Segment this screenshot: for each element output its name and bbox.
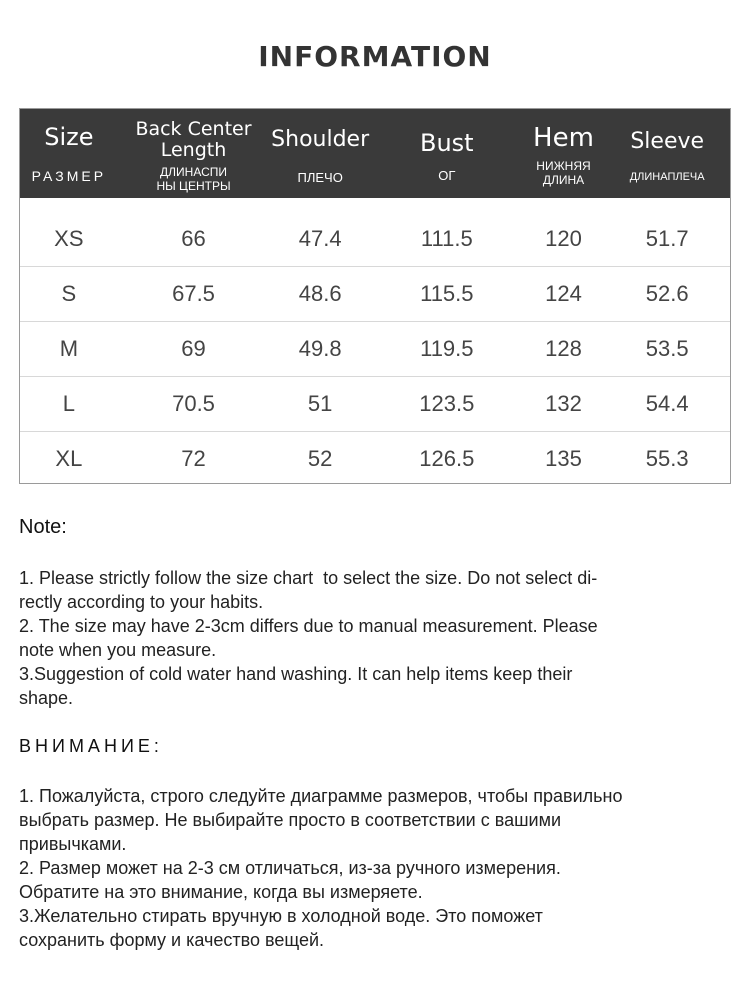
note-en-heading: Note: bbox=[19, 516, 67, 538]
header-back-length-en bbox=[118, 119, 270, 161]
header-sleeve-en: Sleeve bbox=[630, 129, 705, 154]
cell-shoulder: 52 bbox=[307, 446, 333, 471]
cell-sleeve: 52.6 bbox=[645, 281, 689, 306]
note-ru-text bbox=[19, 784, 724, 952]
header-back-center-length bbox=[118, 109, 270, 198]
table-row bbox=[20, 377, 730, 432]
header-shoulder-ru: ПЛЕЧО bbox=[297, 170, 343, 185]
header-shoulder bbox=[269, 109, 371, 198]
table-row bbox=[20, 267, 730, 322]
note-en-line: note when you measure. bbox=[19, 640, 217, 660]
cell-bust: 111.5 bbox=[420, 226, 473, 251]
header-bust-ru: ОГ bbox=[438, 168, 456, 183]
table-row bbox=[20, 432, 730, 486]
cell-bust: 126.5 bbox=[419, 446, 475, 471]
cell-sleeve: 51.7 bbox=[645, 226, 689, 251]
cell-hem: 128 bbox=[545, 336, 582, 361]
note-ru-line: 2. Размер может на 2-3 см отличаться, из-за ручного измерения. bbox=[19, 858, 561, 878]
note-ru-line: выбрать размер. Не выбирайте просто в соответствии с вашими bbox=[19, 810, 562, 830]
cell-shoulder: 49.8 bbox=[298, 336, 342, 361]
note-en-line: shape. bbox=[19, 688, 74, 708]
note-ru-line: 1. Пожалуйста, строго следуйте диаграмме размеров, чтобы правильно bbox=[19, 786, 623, 806]
cell-shoulder: 47.4 bbox=[298, 226, 342, 251]
note-en-line: rectly according to your habits. bbox=[19, 592, 264, 612]
table-row bbox=[20, 322, 730, 377]
cell-sleeve: 54.4 bbox=[645, 391, 689, 416]
cell-sleeve: 55.3 bbox=[645, 446, 689, 471]
cell-bust: 123.5 bbox=[419, 391, 475, 416]
cell-back-length: 72 bbox=[181, 446, 206, 471]
cell-size: XS bbox=[54, 226, 84, 251]
header-sleeve bbox=[604, 109, 730, 198]
header-bust-en: Bust bbox=[420, 129, 474, 157]
cell-hem: 120 bbox=[545, 226, 582, 251]
cell-sleeve: 53.5 bbox=[645, 336, 689, 361]
cell-back-length: 69 bbox=[181, 336, 206, 361]
table-row bbox=[20, 212, 730, 267]
header-hem bbox=[523, 109, 605, 198]
note-ru-line: Обратите на это внимание, когда вы измеряете. bbox=[19, 882, 423, 902]
header-size bbox=[20, 109, 118, 198]
cell-hem: 135 bbox=[545, 446, 582, 471]
header-back-length-ru-line2: НЫ ЦЕНТРЫ bbox=[156, 179, 231, 193]
header-back-length-ru-line1: ДЛИНАСПИ bbox=[160, 165, 227, 179]
cell-back-length: 70.5 bbox=[172, 391, 215, 416]
note-ru-line: 3.Желательно стирать вручную в холодной воде. Это поможет bbox=[19, 906, 543, 926]
header-sleeve-ru: ДЛИНАПЛЕЧА bbox=[629, 171, 705, 183]
cell-back-length: 67.5 bbox=[172, 281, 215, 306]
cell-shoulder: 51 bbox=[307, 391, 333, 416]
cell-hem: 124 bbox=[545, 281, 582, 306]
note-en-text bbox=[19, 566, 724, 710]
header-hem-ru bbox=[523, 159, 605, 187]
note-ru-line: сохранить форму и качество вещей. bbox=[19, 930, 325, 950]
cell-size: S bbox=[61, 281, 77, 306]
header-hem-ru-line1: НИЖНЯЯ bbox=[536, 159, 591, 173]
header-size-en: Size bbox=[44, 123, 94, 151]
header-hem-ru-line2: ДЛИНА bbox=[542, 173, 585, 187]
note-en-line: 1. Please strictly follow the size chart to select the size. Do not select di- bbox=[19, 568, 598, 588]
note-en-line: 2. The size may have 2-3cm differs due to manual measurement. Please bbox=[19, 616, 598, 636]
cell-bust: 119.5 bbox=[420, 336, 474, 361]
note-ru-heading: ВНИМАНИЕ: bbox=[19, 736, 163, 756]
cell-size: M bbox=[59, 336, 79, 361]
header-shoulder-en: Shoulder bbox=[271, 127, 370, 152]
header-back-length-en-line2: Length bbox=[160, 139, 227, 161]
header-bust bbox=[371, 109, 523, 198]
table-body bbox=[20, 198, 730, 486]
cell-back-length: 66 bbox=[181, 226, 206, 251]
header-back-length-en-line1: Back Center bbox=[135, 118, 252, 140]
page-title: INFORMATION bbox=[258, 40, 492, 73]
cell-size: L bbox=[62, 391, 75, 416]
header-size-ru: РАЗМЕР bbox=[31, 168, 107, 184]
header-hem-en: Hem bbox=[533, 123, 594, 153]
size-chart-table bbox=[19, 108, 731, 484]
cell-bust: 115.5 bbox=[420, 281, 474, 306]
cell-shoulder: 48.6 bbox=[298, 281, 342, 306]
table-header bbox=[20, 109, 730, 198]
cell-size: XL bbox=[55, 446, 83, 471]
cell-hem: 132 bbox=[545, 391, 582, 416]
note-en-line: 3.Suggestion of cold water hand washing. It can help items keep their bbox=[19, 664, 573, 684]
note-ru-line: привычками. bbox=[19, 834, 127, 854]
header-back-length-ru bbox=[118, 165, 270, 193]
